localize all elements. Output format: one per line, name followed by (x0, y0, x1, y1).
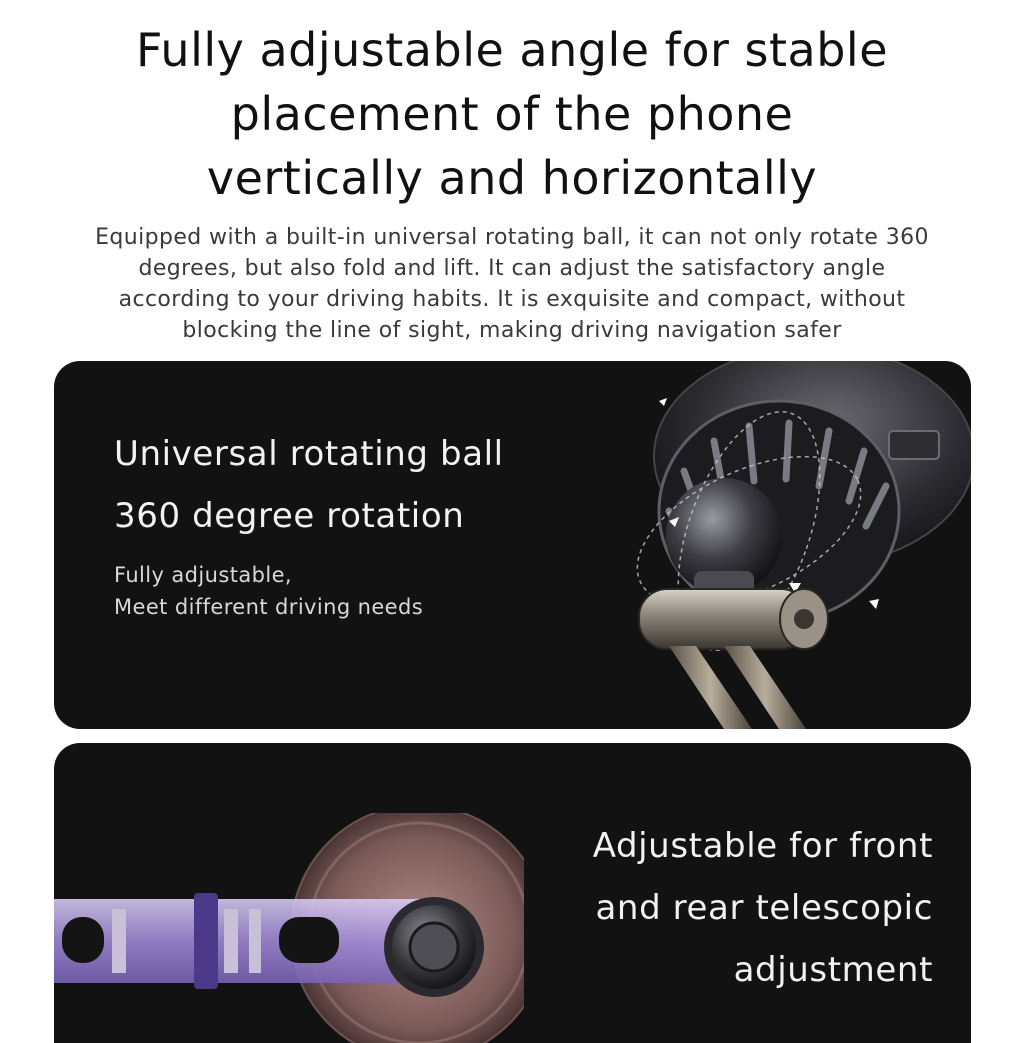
headline-line-2: placement of the phone (230, 87, 794, 141)
description-line-3: according to your driving habits. It is exquisite and compact, without (118, 287, 906, 312)
rotating-ball-panel (54, 361, 971, 729)
telescopic-clip-illustration (54, 813, 524, 1043)
rotating-ball-subtitle-line-1: Fully adjustable, (114, 563, 292, 587)
telescopic-title (593, 815, 933, 1001)
rotating-ball-mount-illustration (574, 361, 971, 729)
telescopic-title-line-3: adjustment (733, 950, 933, 990)
headline-line-3: vertically and horizontally (206, 151, 818, 205)
telescopic-title-line-1: Adjustable for front (592, 826, 933, 866)
telescopic-title-line-2: and rear telescopic (595, 888, 933, 928)
headline (0, 18, 1024, 210)
rotating-ball-subtitle-line-2: Meet different driving needs (114, 595, 424, 619)
rotating-ball-title-line-2: 360 degree rotation (114, 496, 465, 536)
description (40, 222, 984, 346)
headline-line-1: Fully adjustable angle for stable (135, 23, 888, 77)
description-line-4: blocking the line of sight, making driving navigation safer (182, 318, 842, 343)
rotating-ball-title (114, 423, 504, 547)
telescopic-panel (54, 743, 971, 1043)
description-line-2: degrees, but also fold and lift. It can adjust the satisfactory angle (138, 256, 886, 281)
rotating-ball-title-line-1: Universal rotating ball (114, 434, 504, 474)
description-line-1: Equipped with a built-in universal rotating ball, it can not only rotate 360 (95, 225, 929, 250)
rotating-ball-subtitle (114, 559, 423, 623)
